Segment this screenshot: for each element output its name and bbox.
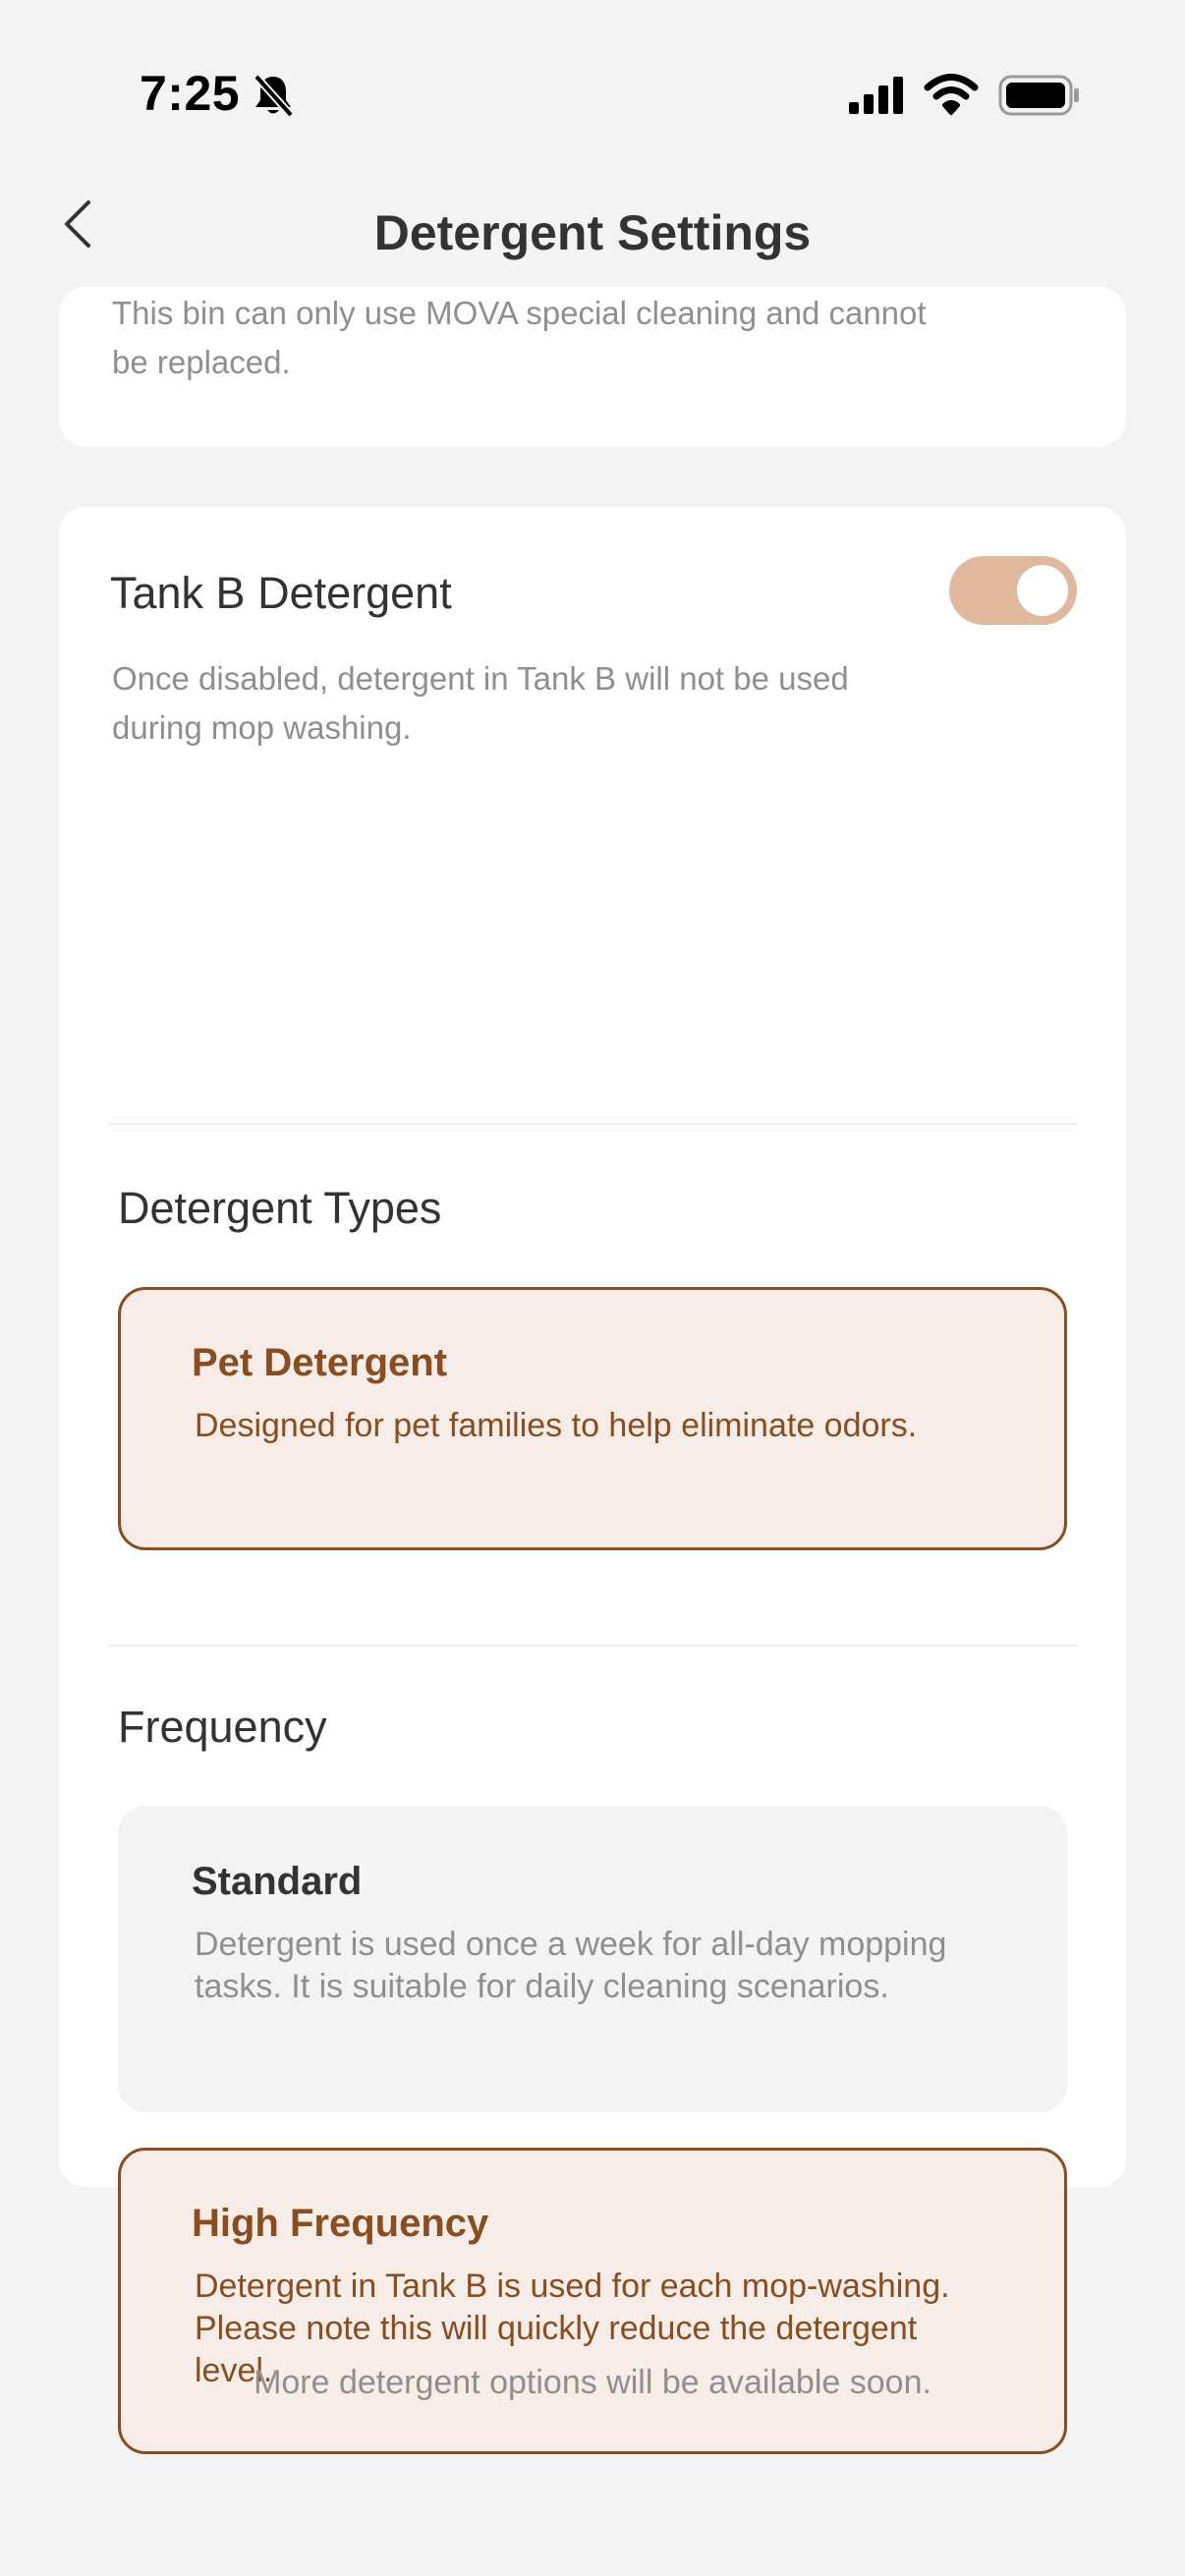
tank-b-description: Once disabled, detergent in Tank B will not be used during mop washing. (112, 660, 849, 746)
tank-b-label: Tank B Detergent (110, 568, 452, 618)
divider (108, 1645, 1077, 1647)
status-time: 7:25 (140, 66, 241, 121)
frequency-heading: Frequency (118, 1702, 327, 1752)
status-bar (0, 0, 1185, 187)
option-pet-detergent[interactable] (118, 1287, 1067, 1550)
option-description: Designed for pet families to help eliminate odors. (195, 1407, 918, 1444)
page-title: Detergent Settings (373, 205, 812, 260)
battery-icon (998, 75, 1081, 121)
bin-info-text: This bin can only use MOVA special cleaning and cannot be replaced. (112, 295, 927, 380)
option-title: Standard (192, 1860, 363, 1903)
tank-b-toggle[interactable] (949, 556, 1077, 625)
option-title: Pet Detergent (192, 1341, 448, 1384)
option-title: High Frequency (192, 2202, 489, 2245)
option-description: Detergent is used once a week for all-day mopping tasks. It is suitable for daily cleaning scenarios. (195, 1926, 947, 2005)
settings-content[interactable] (0, 295, 1185, 2576)
option-description: Detergent in Tank B is used for each mop-washing. Please note this will quickly reduce the detergent level. (195, 2268, 950, 2389)
toggle-knob (1017, 565, 1068, 616)
option-high-frequency[interactable] (118, 2148, 1067, 2454)
bell-slash-icon (252, 73, 295, 123)
option-standard[interactable] (118, 1806, 1067, 2112)
cellular-signal-icon (849, 77, 908, 121)
wifi-icon (924, 73, 979, 121)
detergent-types-heading: Detergent Types (118, 1183, 442, 1233)
divider (108, 1123, 1077, 1125)
footer-note: More detergent options will be available soon. (254, 2364, 931, 2401)
bin-info-card (59, 287, 1126, 447)
